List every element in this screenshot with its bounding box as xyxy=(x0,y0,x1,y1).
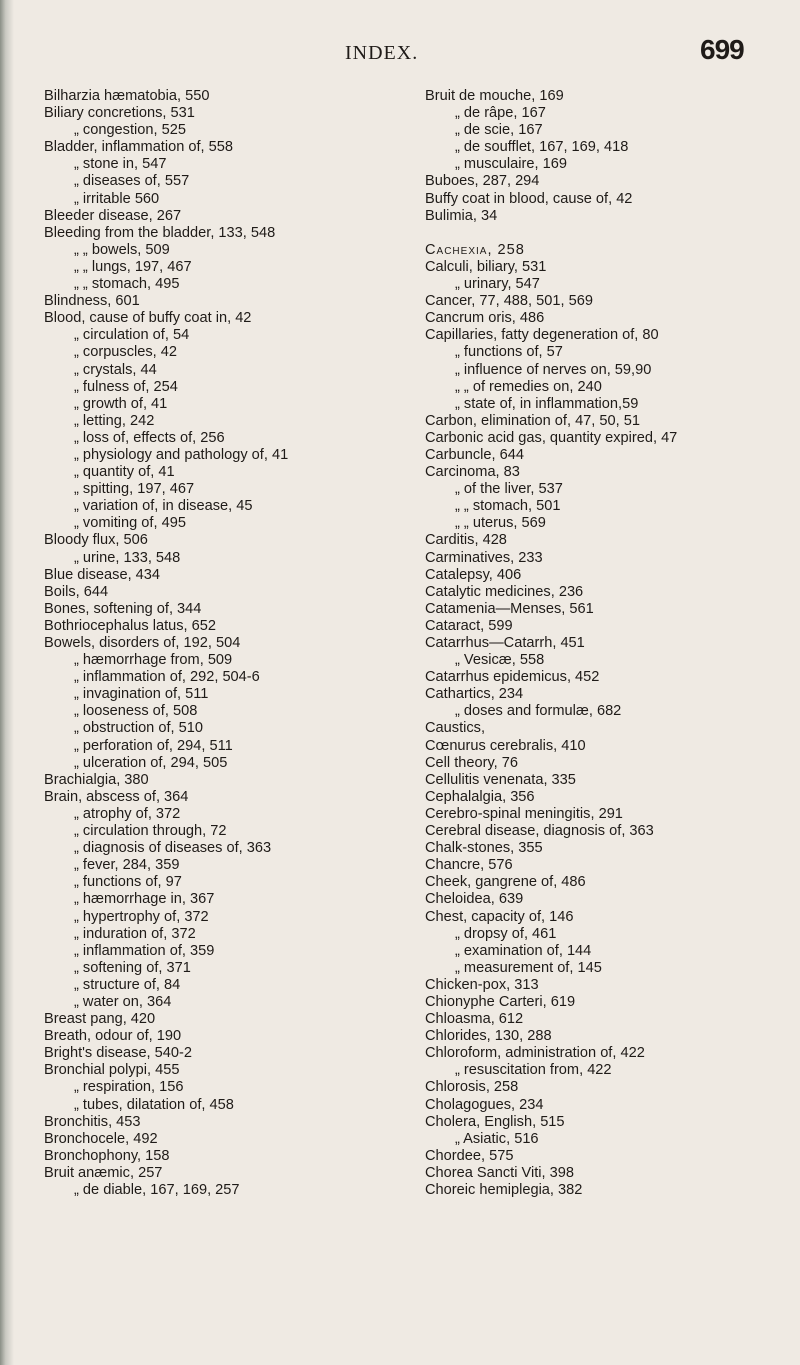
index-entry: „ examination of, 144 xyxy=(455,942,592,959)
index-entry: „ crystals, 44 xyxy=(74,361,157,378)
index-entry: „ physiology and pathology of, 41 xyxy=(74,446,289,463)
index-entry: „ hypertrophy of, 372 xyxy=(74,908,209,925)
index-entry: Cœnurus cerebralis, 410 xyxy=(425,737,586,754)
index-entry: Cellulitis venenata, 335 xyxy=(425,771,576,788)
page-number: 699 xyxy=(700,34,744,65)
index-entry: Carbuncle, 644 xyxy=(425,446,524,463)
index-entry: „ obstruction of, 510 xyxy=(74,720,203,737)
index-entry: „ urinary, 547 xyxy=(455,276,540,293)
index-entry: Catalepsy, 406 xyxy=(425,566,522,583)
index-column-right xyxy=(425,88,795,1199)
index-entry: „ vomiting of, 495 xyxy=(74,515,186,532)
index-entry: „ diseases of, 557 xyxy=(74,173,190,190)
index-entry: Catalytic medicines, 236 xyxy=(425,583,584,600)
index-entry: „ musculaire, 169 xyxy=(455,156,567,173)
index-entry: „ state of, in inflammation,59 xyxy=(455,395,639,412)
index-entry: „ Vesicæ, 558 xyxy=(455,652,545,669)
index-entry: „ de scie, 167 xyxy=(455,122,543,139)
index-entry: „ softening of, 371 xyxy=(74,959,191,976)
index-entry: „ diagnosis of diseases of, 363 xyxy=(74,840,272,857)
index-entry: Chlorosis, 258 xyxy=(425,1079,519,1096)
index-entry: Carbon, elimination of, 47, 50, 51 xyxy=(425,412,640,429)
index-entry: Boils, 644 xyxy=(44,583,109,600)
index-entry: „ quantity of, 41 xyxy=(74,464,175,481)
index-entry: Chloroform, administration of, 422 xyxy=(425,1045,645,1062)
index-entry: „ dropsy of, 461 xyxy=(455,925,557,942)
index-entry: „ atrophy of, 372 xyxy=(74,805,181,822)
index-entry: Catarrhus—Catarrh, 451 xyxy=(425,635,585,651)
index-entry: Breath, odour of, 190 xyxy=(44,1028,182,1045)
index-entry: „ ulceration of, 294, 505 xyxy=(74,754,228,771)
index-entry: Cerebral disease, diagnosis of, 363 xyxy=(425,823,654,840)
index-entry: „ spitting, 197, 467 xyxy=(74,481,195,498)
index-entry: Carbonic acid gas, quantity expired, 47 xyxy=(425,429,678,446)
index-entry: „ letting, 242 xyxy=(74,412,155,429)
index-entry: Bronchitis, 453 xyxy=(44,1113,141,1130)
index-entry: „ stone in, 547 xyxy=(74,156,167,173)
index-entry: „ „ bowels, 509 xyxy=(74,241,170,258)
index-entry: „ „ of remedies on, 240 xyxy=(455,378,602,395)
index-entry: „ inflammation of, 359 xyxy=(74,942,215,959)
index-entry: „ corpuscles, 42 xyxy=(74,344,178,361)
index-entry: „ circulation through, 72 xyxy=(74,823,227,840)
index-entry: „ of the liver, 537 xyxy=(455,481,563,498)
index-entry: Cancer, 77, 488, 501, 569 xyxy=(425,293,593,310)
index-entry: „ perforation of, 294, 511 xyxy=(74,737,233,754)
index-entry: Cholera, English, 515 xyxy=(425,1113,565,1130)
index-entry: Choreic hemiplegia, 382 xyxy=(425,1182,583,1198)
index-entry: „ tubes, dilatation of, 458 xyxy=(74,1096,234,1113)
index-entry: Brain, abscess of, 364 xyxy=(44,788,189,805)
index-entry: „ fulness of, 254 xyxy=(74,378,178,395)
index-entry: Bleeding from the bladder, 133, 548 xyxy=(44,224,276,241)
index-entry: „ congestion, 525 xyxy=(74,122,186,139)
index-entry: „ inflammation of, 292, 504-6 xyxy=(74,669,260,686)
index-entry: Brachialgia, 380 xyxy=(44,771,149,788)
index-entry: „ „ stomach, 501 xyxy=(455,498,561,515)
index-entry: Carcinoma, 83 xyxy=(425,464,520,481)
index-entry: Chalk-stones, 355 xyxy=(425,840,543,857)
page-title: INDEX. xyxy=(345,42,419,64)
index-entry: Bruit anæmic, 257 xyxy=(44,1164,163,1181)
index-entry: Bulimia, 34 xyxy=(425,207,498,224)
index-entry: „ resuscitation from, 422 xyxy=(455,1062,612,1079)
index-entry: Cheloidea, 639 xyxy=(425,891,524,908)
index-entry: „ circulation of, 54 xyxy=(74,327,190,344)
index-entry: „ variation of, in disease, 45 xyxy=(74,498,253,515)
index-entry: Blood, cause of buffy coat in, 42 xyxy=(44,310,252,327)
index-entry: Chlorides, 130, 288 xyxy=(425,1028,552,1045)
index-entry: Chicken-pox, 313 xyxy=(425,976,539,993)
index-entry: Buffy coat in blood, cause of, 42 xyxy=(425,190,633,207)
index-entry: „ looseness of, 508 xyxy=(74,703,198,720)
index-entry: Cheek, gangrene of, 486 xyxy=(425,874,586,891)
page-binding-edge xyxy=(0,0,14,1365)
index-entry: „ hæmorrhage in, 367 xyxy=(74,891,215,908)
index-entry: Chest, capacity of, 146 xyxy=(425,908,574,925)
index-entry: „ functions of, 57 xyxy=(455,344,563,361)
index-entry: Cachexia, 258 xyxy=(425,241,525,258)
index-entry: Buboes, 287, 294 xyxy=(425,173,540,190)
index-entry: Bronchial polypi, 455 xyxy=(44,1062,180,1079)
index-entry: Cephalalgia, 356 xyxy=(425,788,535,805)
index-entry: Breast pang, 420 xyxy=(44,1011,156,1028)
index-entry: „ de diable, 167, 169, 257 xyxy=(74,1182,240,1198)
index-entry: „ „ lungs, 197, 467 xyxy=(74,258,192,275)
index-entry xyxy=(425,225,795,242)
index-entry: Chloasma, 612 xyxy=(425,1011,524,1028)
index-entry: Chancre, 576 xyxy=(425,857,513,874)
index-entry: Blue disease, 434 xyxy=(44,566,161,583)
index-entry: Catamenia—Menses, 561 xyxy=(425,600,594,617)
index-entry: Calculi, biliary, 531 xyxy=(425,258,547,275)
index-entry: „ doses and formulæ, 682 xyxy=(455,703,622,720)
index-entry: Caustics, xyxy=(425,720,486,737)
index-entry: „ Asiatic, 516 xyxy=(455,1130,539,1147)
index-entry: Capillaries, fatty degeneration of, 80 xyxy=(425,327,659,344)
index-entry: „ functions of, 97 xyxy=(74,874,182,891)
index-entry: Bowels, disorders of, 192, 504 xyxy=(44,635,241,651)
index-entry: Cholagogues, 234 xyxy=(425,1096,544,1113)
index-entry: Chionyphe Carteri, 619 xyxy=(425,993,576,1010)
index-entry: „ loss of, effects of, 256 xyxy=(74,429,225,446)
index-entry: Bilharzia hæmatobia, 550 xyxy=(44,88,210,104)
index-entry: „ growth of, 41 xyxy=(74,395,168,412)
index-entry: Bright's disease, 540-2 xyxy=(44,1045,192,1062)
index-entry: „ urine, 133, 548 xyxy=(74,549,181,566)
index-entry: „ structure of, 84 xyxy=(74,976,181,993)
index-entry: „ invagination of, 511 xyxy=(74,686,209,703)
index-entry: Bleeder disease, 267 xyxy=(44,207,182,224)
index-entry: „ „ uterus, 569 xyxy=(455,515,546,532)
index-entry: Cataract, 599 xyxy=(425,617,513,634)
index-entry: Bones, softening of, 344 xyxy=(44,600,202,617)
index-entry: Bronchocele, 492 xyxy=(44,1130,158,1147)
index-entry: Catarrhus epidemicus, 452 xyxy=(425,669,600,686)
index-entry: Cancrum oris, 486 xyxy=(425,310,545,327)
index-entry: „ water on, 364 xyxy=(74,993,172,1010)
index-entry: Carditis, 428 xyxy=(425,532,507,549)
index-entry: Bothriocephalus latus, 652 xyxy=(44,617,216,634)
index-column-left xyxy=(44,88,404,1199)
index-entry: „ de râpe, 167 xyxy=(455,105,546,122)
index-entry: „ fever, 284, 359 xyxy=(74,857,180,874)
index-entry: Bloody flux, 506 xyxy=(44,532,148,549)
index-entry: Blindness, 601 xyxy=(44,293,140,310)
index-entry: Biliary concretions, 531 xyxy=(44,105,195,122)
index-entry: „ induration of, 372 xyxy=(74,925,196,942)
index-entry: „ hæmorrhage from, 509 xyxy=(74,652,233,669)
index-entry: Cathartics, 234 xyxy=(425,686,524,703)
index-entry: Bronchophony, 158 xyxy=(44,1147,170,1164)
index-entry: „ measurement of, 145 xyxy=(455,959,602,976)
index-entry: „ irritable 560 xyxy=(74,190,160,207)
index-entry: Bruit de mouche, 169 xyxy=(425,88,564,104)
index-entry: Bladder, inflammation of, 558 xyxy=(44,139,234,156)
index-entry: Carminatives, 233 xyxy=(425,549,543,566)
index-entry: Chorea Sancti Viti, 398 xyxy=(425,1164,575,1181)
index-entry: „ de soufflet, 167, 169, 418 xyxy=(455,139,629,156)
index-entry: „ respiration, 156 xyxy=(74,1079,184,1096)
index-entry: „ influence of nerves on, 59,90 xyxy=(455,361,652,378)
index-entry: Chordee, 575 xyxy=(425,1147,514,1164)
index-entry: Cerebro-spinal meningitis, 291 xyxy=(425,805,623,822)
index-entry: „ „ stomach, 495 xyxy=(74,276,180,293)
page-header xyxy=(0,34,800,80)
index-entry: Cell theory, 76 xyxy=(425,754,519,771)
